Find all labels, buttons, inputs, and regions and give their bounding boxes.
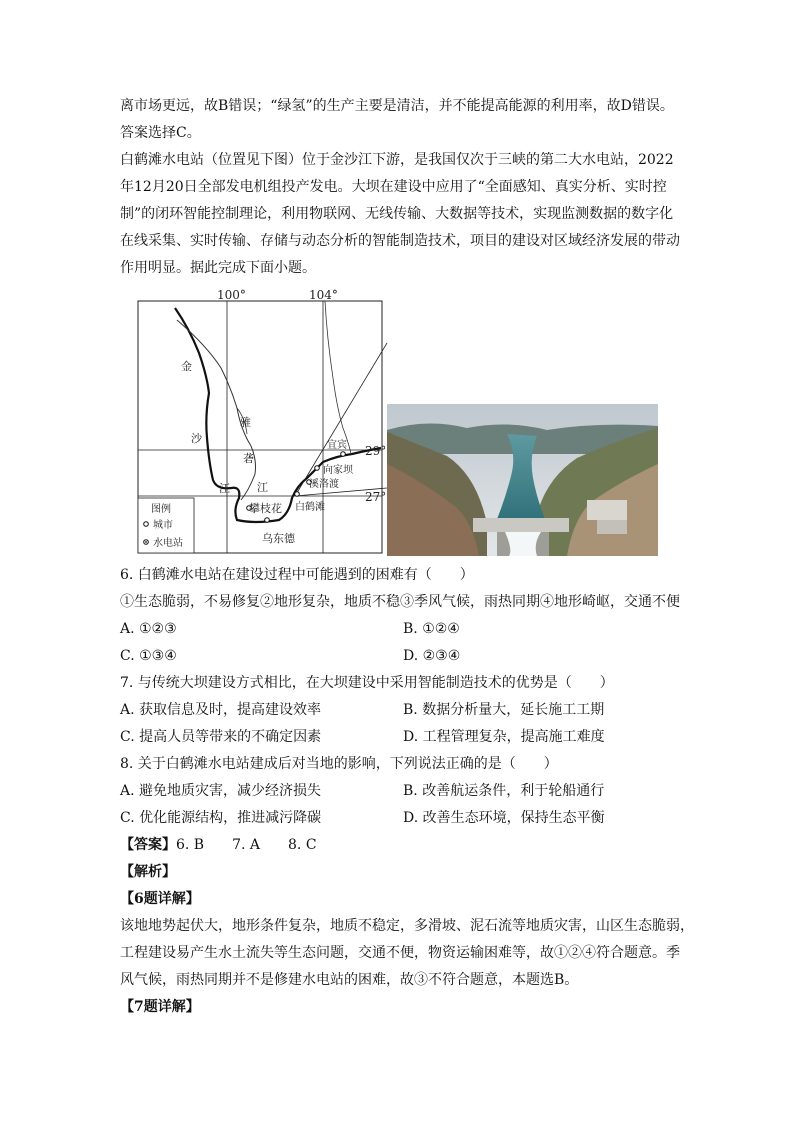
q8-option-c: C. 优化能源结构，推进减污降碳	[120, 810, 322, 826]
detail6-label: 【6题详解】	[120, 891, 200, 907]
place-wudongde: 乌东德	[262, 532, 295, 545]
river-char-long: 砻	[243, 452, 254, 465]
passage-line-5: 作用明显。据此完成下面小题。	[120, 260, 316, 276]
river-char-ya: 雅	[240, 416, 251, 429]
q8-stem: 8. 关于白鹤滩水电站建成后对当地的影响，下列说法正确的是（ ）	[120, 756, 558, 772]
legend-title: 图例	[151, 504, 171, 515]
north-river	[325, 301, 351, 454]
river-char-jiang-1: 江	[219, 482, 230, 495]
q8-option-d: D. 改善生态环境，保持生态平衡	[403, 810, 605, 826]
legend-station-dot	[145, 541, 147, 543]
legend-city: 城市	[153, 520, 173, 531]
detail6-line-2: 工程建设易产生水土流失等生态问题，交通不便，物资运输困难等，故①②④符合题意。季	[120, 945, 680, 961]
answer-line	[120, 836, 317, 854]
passage-line-2: 年12月20日全部发电机组投产发电。大坝在建设中应用了“全面感知、真实分析、实时控	[120, 179, 667, 195]
q7-stem: 7. 与传统大坝建设方式相比，在大坝建设中采用智能制造技术的优势是（ ）	[120, 675, 614, 691]
lon-label-104: 104°	[309, 288, 338, 302]
q7-option-b: B. 数据分析量大，延长施工工期	[403, 702, 605, 718]
legend-station: 水电站	[153, 538, 183, 549]
q6-stem: 6. 白鹤滩水电站在建设过程中可能遇到的困难有（ ）	[120, 567, 474, 583]
place-yibin: 宜宾	[327, 440, 347, 451]
q7-option-a: A. 获取信息及时，提高建设效率	[120, 702, 322, 718]
answer-values: 6. B 7. A 8. C	[176, 837, 317, 853]
passage-line-1: 白鹤滩水电站（位置见下图）位于金沙江下游，是我国仅次于三峡的第二大水电站，2022	[120, 152, 674, 168]
analysis-label: 【解析】	[120, 864, 176, 880]
station-marker-baihetan	[295, 492, 300, 497]
detail7-label: 【7题详解】	[120, 999, 200, 1015]
intro-line-2: 答案选择C。	[120, 125, 201, 141]
lat-label-27: 27°	[365, 490, 387, 504]
place-baihetan: 白鹤滩	[295, 502, 325, 513]
answer-label: 【答案】	[120, 837, 176, 853]
dam-photo	[387, 404, 658, 556]
river-char-jiang-2: 江	[257, 481, 268, 494]
station-marker-xiangjiaba	[315, 466, 320, 471]
detail6-line-1: 该地地势起伏大，地形条件复杂，地质不稳定，多滑坡、泥石流等地质灾害，山区生态脆弱，	[120, 918, 694, 934]
river-char-sha: 沙	[191, 432, 202, 445]
q8-option-a: A. 避免地质灾害，减少经济损失	[120, 783, 322, 799]
yalong-river	[177, 320, 256, 500]
place-xiangjiaba: 向家坝	[323, 465, 353, 476]
passage-line-3: 制”的闭环智能控制理论，利用物联网、无线传输、大数据等技术，实现监测数据的数字化	[120, 206, 674, 222]
figure	[137, 288, 661, 560]
lat-label-29: 29°	[365, 444, 387, 458]
place-panzhihua: 攀枝花	[249, 502, 282, 515]
q7-option-d: D. 工程管理复杂，提高施工难度	[403, 729, 605, 745]
intro-line-1: 离市场更远，故B错误；“绿氢”的生产主要是清洁，并不能提高能源的利用率，故D错误。	[120, 98, 674, 114]
q6-statements: ①生态脆弱，不易修复②地形复杂，地质不稳③季风气候，雨热同期④地形崎岖，交通不便	[120, 594, 680, 610]
station-marker-wudongde	[265, 518, 270, 523]
jinsha-river	[175, 308, 381, 522]
legend-city-symbol	[144, 522, 149, 527]
river-char-jin: 金	[181, 360, 192, 373]
lon-label-100: 100°	[217, 288, 246, 302]
q7-option-c: C. 提高人员等带来的不确定因素	[120, 729, 322, 745]
q8-option-b: B. 改善航运条件，利于轮船通行	[403, 783, 605, 799]
city-marker-yibin	[341, 452, 346, 457]
detail6-line-3: 风气候，雨热同期并不是修建水电站的困难，故③不符合题意，本题选B。	[120, 972, 579, 988]
q6-option-b: B. ①②④	[403, 621, 460, 637]
q6-option-c: C. ①③④	[120, 648, 177, 664]
place-xiluodu: 溪洛渡	[309, 479, 339, 490]
q6-option-a: A. ①②③	[120, 621, 177, 637]
passage-line-4: 在线采集、实时传输、存储与动态分析的智能制造技术，项目的建设对区域经济发展的带动	[120, 233, 680, 249]
q6-option-d: D. ②③④	[403, 648, 461, 664]
